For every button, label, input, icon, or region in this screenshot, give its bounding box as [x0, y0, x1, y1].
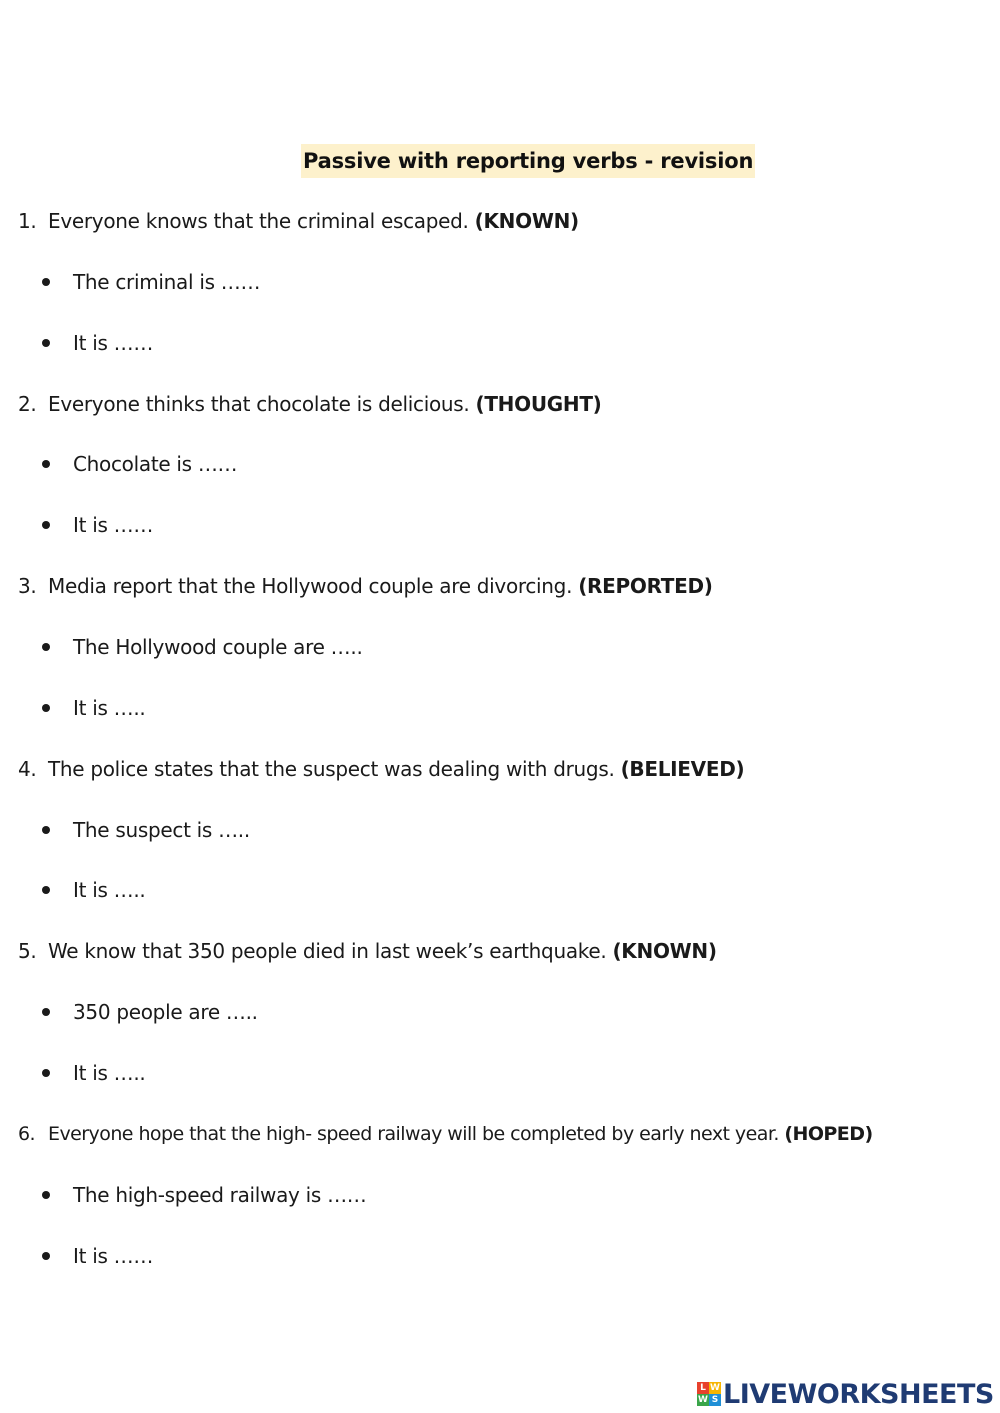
question-number: 6.	[18, 1123, 36, 1145]
question-2	[18, 390, 602, 418]
question-4	[18, 755, 744, 783]
bullet-icon	[42, 886, 50, 894]
bullet-icon	[42, 1069, 50, 1077]
answer-line[interactable]	[42, 329, 153, 357]
answer-line[interactable]	[42, 694, 145, 722]
liveworksheets-logo	[697, 1378, 994, 1410]
bullet-icon	[42, 704, 50, 712]
bullet-icon	[42, 1008, 50, 1016]
answer-line[interactable]	[42, 998, 258, 1026]
logo-text: LIVEWORKSHEETS	[723, 1378, 994, 1410]
bullet-icon	[42, 521, 50, 529]
question-6	[18, 1120, 873, 1148]
question-3	[18, 572, 713, 600]
bullet-icon	[42, 826, 50, 834]
answer-line[interactable]	[42, 1059, 145, 1087]
question-text: Everyone hope that the high- speed railway will be completed by early next year.	[48, 1123, 785, 1145]
question-number: 2.	[18, 392, 37, 416]
answer-prompt: It is ……	[73, 513, 154, 537]
answer-prompt: It is …..	[73, 878, 146, 902]
answer-line[interactable]	[42, 876, 145, 904]
answer-prompt: The criminal is ……	[73, 270, 261, 294]
bullet-icon	[42, 1191, 50, 1199]
question-1	[18, 207, 579, 235]
question-number: 3.	[18, 574, 37, 598]
bullet-icon	[42, 278, 50, 286]
question-keyword: (REPORTED)	[578, 574, 713, 598]
answer-prompt: The suspect is …..	[73, 818, 250, 842]
question-text: Everyone knows that the criminal escaped.	[48, 209, 475, 233]
worksheet-title: Passive with reporting verbs - revision	[301, 144, 755, 178]
answer-line[interactable]	[42, 633, 363, 661]
question-keyword: (HOPED)	[784, 1123, 873, 1145]
question-number: 1.	[18, 209, 37, 233]
answer-line[interactable]	[42, 816, 250, 844]
question-text: Everyone thinks that chocolate is delicious.	[48, 392, 476, 416]
question-keyword: (BELIEVED)	[620, 757, 745, 781]
question-text: Media report that the Hollywood couple are divorcing.	[48, 574, 579, 598]
answer-prompt: 350 people are …..	[73, 1000, 258, 1024]
logo-tile: L	[697, 1382, 709, 1394]
answer-prompt: The high-speed railway is ……	[73, 1183, 367, 1207]
answer-prompt: It is …..	[73, 1061, 146, 1085]
answer-line[interactable]	[42, 268, 260, 296]
answer-line[interactable]	[42, 511, 153, 539]
answer-line[interactable]	[42, 1242, 153, 1270]
answer-prompt: Chocolate is ……	[73, 452, 238, 476]
logo-mark-icon	[697, 1382, 721, 1406]
answer-prompt: It is ……	[73, 1244, 154, 1268]
question-text: The police states that the suspect was dealing with drugs.	[48, 757, 621, 781]
bullet-icon	[42, 460, 50, 468]
question-text: We know that 350 people died in last week’s earthquake.	[48, 939, 613, 963]
question-number: 5.	[18, 939, 37, 963]
answer-prompt: It is ……	[73, 331, 154, 355]
question-number: 4.	[18, 757, 37, 781]
logo-tile: W	[698, 1395, 708, 1405]
answer-prompt: It is …..	[73, 696, 146, 720]
answer-line[interactable]	[42, 1181, 367, 1209]
answer-line[interactable]	[42, 450, 237, 478]
logo-tile: S	[709, 1394, 721, 1406]
bullet-icon	[42, 643, 50, 651]
logo-tile: W	[710, 1383, 720, 1393]
bullet-icon	[42, 339, 50, 347]
question-keyword: (KNOWN)	[474, 209, 579, 233]
question-keyword: (THOUGHT)	[475, 392, 602, 416]
bullet-icon	[42, 1252, 50, 1260]
question-keyword: (KNOWN)	[612, 939, 717, 963]
answer-prompt: The Hollywood couple are …..	[73, 635, 363, 659]
question-5	[18, 937, 717, 965]
